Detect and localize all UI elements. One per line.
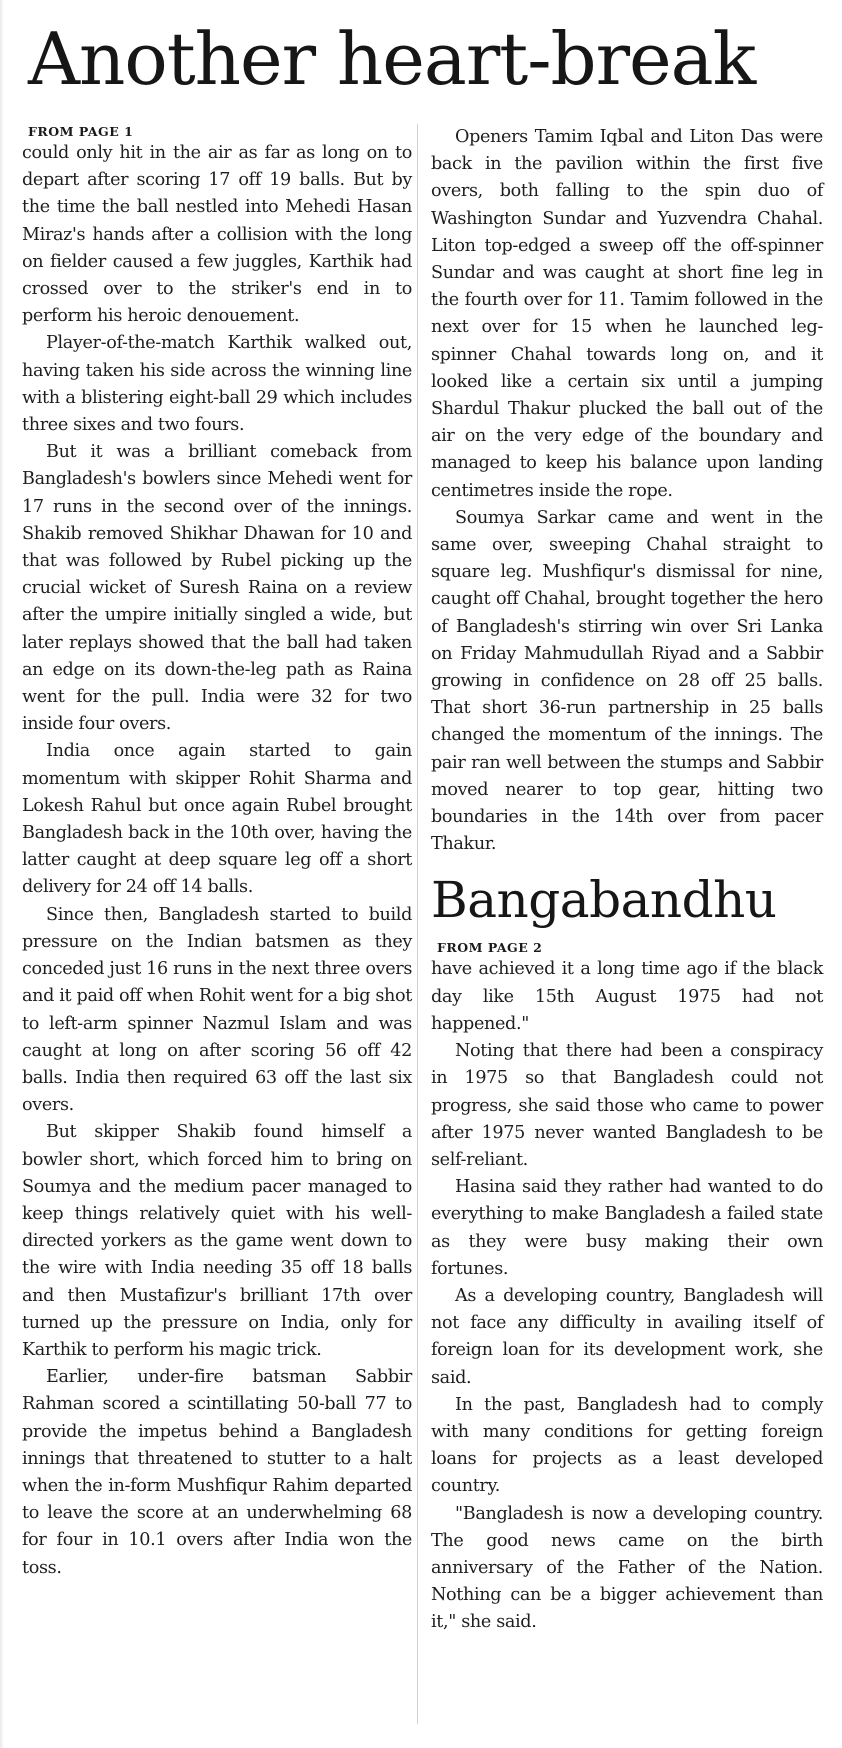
scan-edge-shadow xyxy=(0,0,4,1748)
article1-kicker: FROM PAGE 1 xyxy=(28,124,134,139)
article1-paragraph: Openers Tamim Iqbal and Liton Das were back in the pavilion within the first five overs, both falling to the spin duo of Washington Sundar and Yuzvendra Chahal. Liton top-edged a sweep off the off-spinner Sundar and was caught at short fine leg in the fourth over for 11. Tamim followed in the next over for 15 when he launched leg-spinner Chahal towards long on, and it looked like a certain six until a jumping Shardul Thakur plucked the ball out of the air on the very edge of the boundary and managed to keep his balance upon landing centimetres inside the rope. xyxy=(431,127,823,501)
article2-kicker: FROM PAGE 2 xyxy=(437,940,543,956)
article1-paragraph: India once again started to gain momentum with skipper Rohit Sharma and Lokesh Rahul but once again Rubel brought Bangladesh back in the 10th over, having the latter caught at deep square leg off a short delivery for 24 off 14 balls. xyxy=(22,741,412,898)
article1-paragraph: But it was a brilliant comeback from Bangladesh's bowlers since Mehedi went for 17 runs in the second over of the innings. Shakib removed Shikhar Dhawan for 10 and that was followed by Rubel picking up the crucial wicket of Suresh Raina on a review after the umpire initially singled a wide, but later replays showed that the ball had taken an edge on its down-the-leg path as Raina went for the pull. India were 32 for two inside four overs. xyxy=(22,442,412,735)
column-divider xyxy=(417,124,418,1724)
article1-paragraph: Soumya Sarkar came and went in the same over, sweeping Chahal straight to square leg. Mushfiqur's dismissal for nine, caught off Chahal, brought together the hero of Bangladesh's stirring win over Sri Lanka on Friday Mahmudullah Riyad and a Sabbir growing in confidence on 28 off 25 balls. That short 36-run partnership in 25 balls changed the momentum of the innings. The pair ran well between the stumps and Sabbir moved nearer to top gear, hitting two boundaries in the 14th over from pacer Thakur. xyxy=(431,507,823,855)
headline-bangabandhu: Bangabandhu xyxy=(431,871,777,930)
article1-paragraph: Earlier, under-fire batsman Sabbir Rahman scored a scintillating 50-ball 77 to provide the impetus behind a Bangladesh innings that threatened to stutter to a halt when the in-form Mushfiqur Rahim departed to leave the score at an underwhelming 68 for four in 10.1 overs after India won the toss. xyxy=(22,1367,412,1578)
article1-column-left xyxy=(22,122,412,1582)
article1-paragraph: could only hit in the air as far as long on to depart after scoring 17 off 19 balls. But by the time the ball nestled into Mehedi Hasan Miraz's hands after a collision with the long on fielder caused a few juggles, Karthik had crossed over to the striker's end in to perform his heroic denouement. xyxy=(22,143,412,327)
article2-paragraph: "Bangladesh is now a developing country. The good news came on the birth anniversary of the Father of the Nation. Nothing can be a bigger achievement than it," she said. xyxy=(431,1503,823,1633)
article1-paragraph: Since then, Bangladesh started to build pressure on the Indian batsmen as they conceded just 16 runs in the next three overs and it paid off when Rohit went for a big shot to left-arm spinner Nazmul Islam and was caught at long on after scoring 56 off 42 balls. India then required 63 off the last six overs. xyxy=(22,904,412,1116)
headline-another-heart-break: Another heart-break xyxy=(28,17,756,101)
article2-paragraph: Hasina said they rather had wanted to do everything to make Bangladesh a failed state as they were busy making their own fortunes. xyxy=(431,1177,823,1279)
article1-paragraph: But skipper Shakib found himself a bowler short, which forced him to bring on Soumya and the medium pacer managed to keep things relatively quiet with his well-directed yorkers as the game went down to the wire with India needing 35 off 18 balls and then Mustafizur's brilliant 17th over turned up the pressure on India, only for Karthik to perform his magic trick. xyxy=(22,1122,412,1360)
article2-paragraph: Noting that there had been a conspiracy in 1975 so that Bangladesh could not progress, she said those who came to power after 1975 never wanted Bangladesh to be self-reliant. xyxy=(431,1041,823,1170)
article1-column-right xyxy=(431,124,823,1637)
article1-paragraph: Player-of-the-match Karthik walked out, having taken his side across the winning line with a blistering eight-ball 29 which includes three sixes and two fours. xyxy=(22,333,412,436)
article2-paragraph: As a developing country, Bangladesh will not face any difficulty in availing itself of foreign loan for its development work, she said. xyxy=(431,1285,823,1388)
article2-paragraph: have achieved it a long time ago if the black day like 15th August 1975 had not happened." xyxy=(431,959,823,1034)
article2-paragraph: In the past, Bangladesh had to comply with many conditions for getting foreign loans for projects as a least developed country. xyxy=(431,1394,823,1497)
